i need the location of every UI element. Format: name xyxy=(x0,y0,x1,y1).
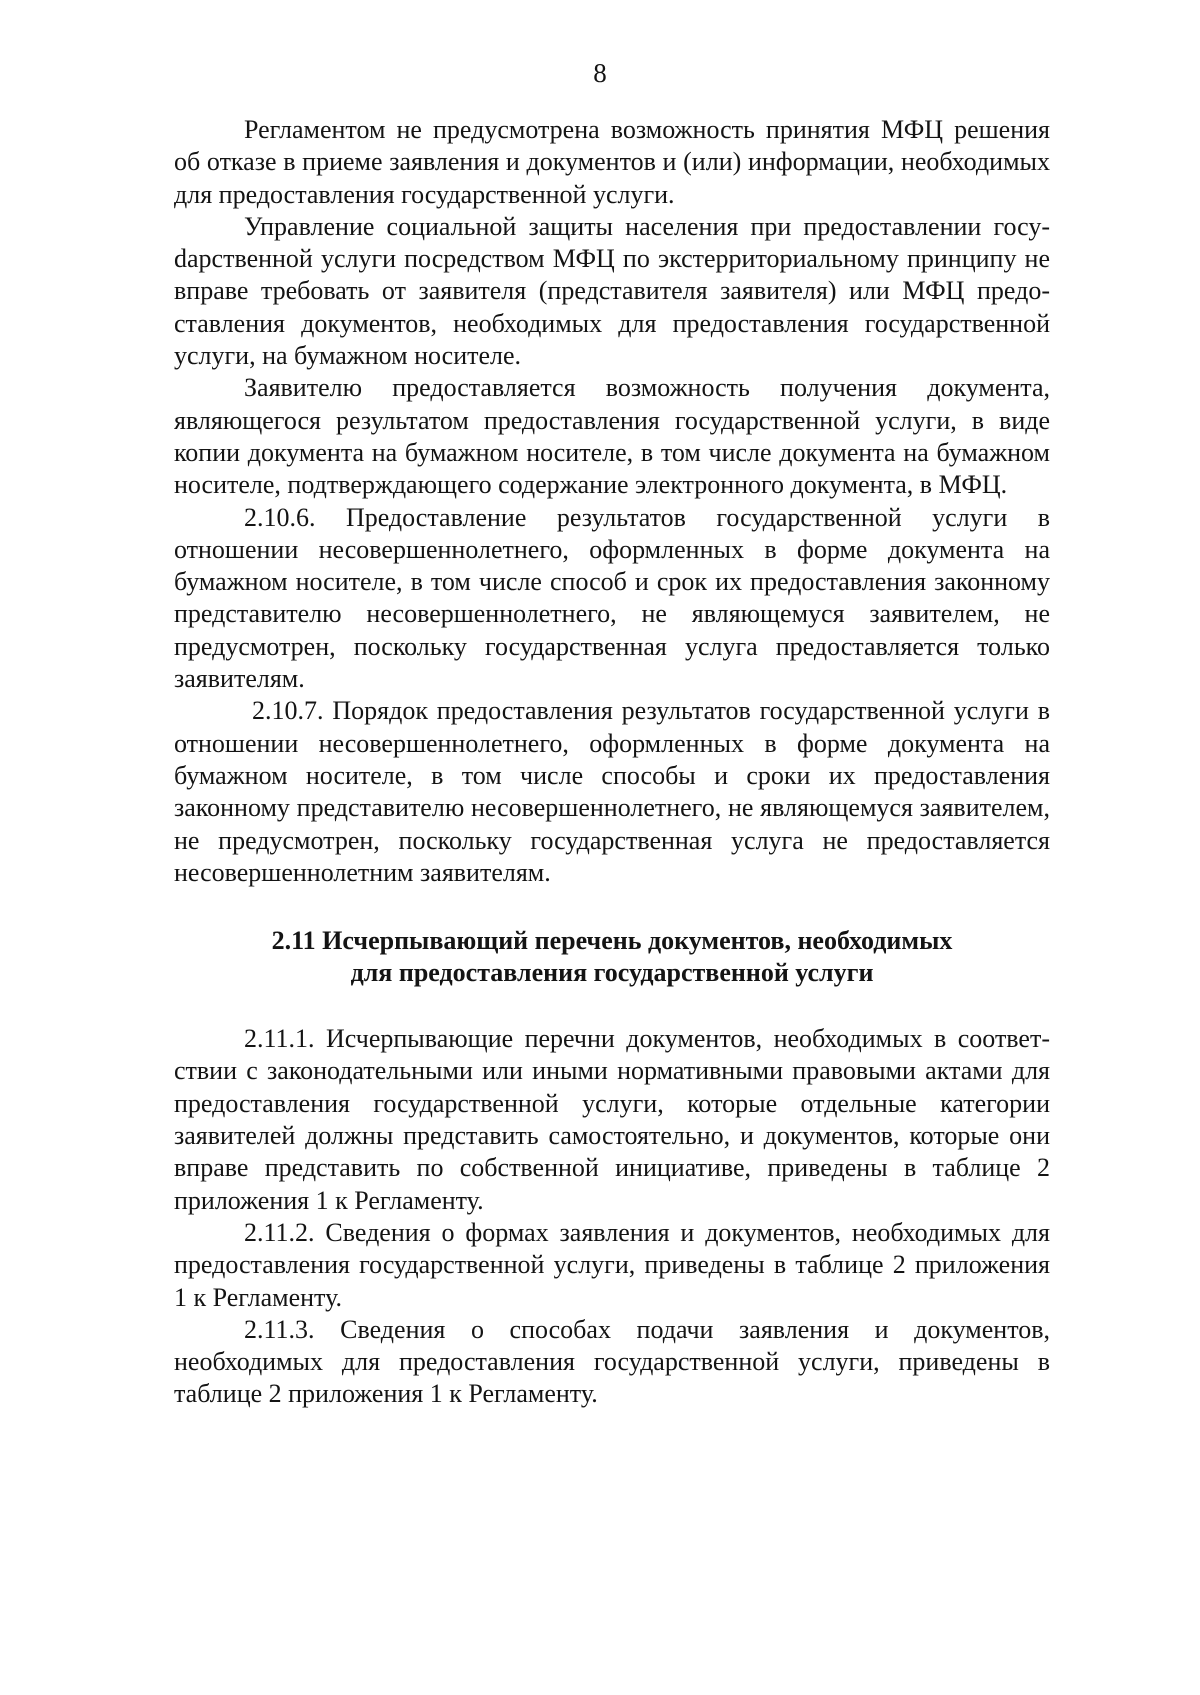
section-heading-line-2: для предоставления государственной услуги xyxy=(350,958,874,988)
paragraph-2-11-3: 2.11.3. Сведения о способах подачи заявления и документов, необходимых для предоставления государственной услуги, приведены в таблице 2 приложения 1 к Регламенту. xyxy=(174,1314,1050,1409)
paragraph-2-10-7: 2.10.7. Порядок предоставления результатов государственной услуги в отношении несовершеннолетнего, оформленных в форме документа на бумажном носителе, в том числе способы и сроки их предоставления законному представителю несовершеннолетнего, не являющемуся заявителем, не предусмотрен, поскольку государственная услуга не предоставляется несовершеннолетним заявителям. xyxy=(174,696,1050,887)
paragraph-2-10-6: 2.10.6. Предоставление результатов государственной услуги в отношении несовершеннолетнего, оформленных в форме документа на бумажном носителе, в том числе способ и срок их предоставления законному представителю несовершеннолетнего, не являющемуся заявителем, не предусмотрен, поскольку государственная услуга предоставляется только заявителям. xyxy=(174,502,1050,694)
document-body xyxy=(174,114,1050,1411)
page-number: 8 xyxy=(593,58,607,88)
paragraph-extraterritorial: Управление социальной защиты населения при предоставлении госуdарственной услуги посредством МФЦ по экстерриториальному принципу не вправе требовать от заявителя (представителя заявителя) или МФЦ предоставления документов, необходимых для предоставления государственной услуги, на бумажном носителе. xyxy=(174,211,1050,371)
paragraph-2-11-2: 2.11.2. Сведения о формах заявления и документов, необходимых для предоставления государственной услуги, приведены в таблице 2 приложения 1 к Регламенту. xyxy=(174,1217,1050,1312)
paragraph-mfc-refusal: Регламентом не предусмотрена возможность принятия МФЦ решения об отказе в приеме заявления и документов и (или) информации, необходимых для предоставления государственной услуги. xyxy=(174,115,1050,209)
paragraph-2-11-1: 2.11.1. Исчерпывающие перечни документов, необходимых в соответствии с законодательными или иными нормативными правовыми актами для предоставления государственной услуги, которые отдельные категории заявителей должны представить самостоятельно, и документов, которые они вправе представить по собственной инициативе, приведены в таблице 2 приложения 1 к Регламенту. xyxy=(174,1024,1050,1215)
section-heading-line-1: 2.11 Исчерпывающий перечень документов, необходимых xyxy=(271,926,953,956)
paragraph-paper-copy: Заявителю предоставляется возможность получения документа, являющегося результатом предоставления государственной услуги, в виде копии документа на бумажном носителе, в том числе документа на бумажном носителе, подтверждающего содержание электронного документа, в МФЦ. xyxy=(174,373,1050,500)
section-heading-2-11 xyxy=(174,925,1050,989)
